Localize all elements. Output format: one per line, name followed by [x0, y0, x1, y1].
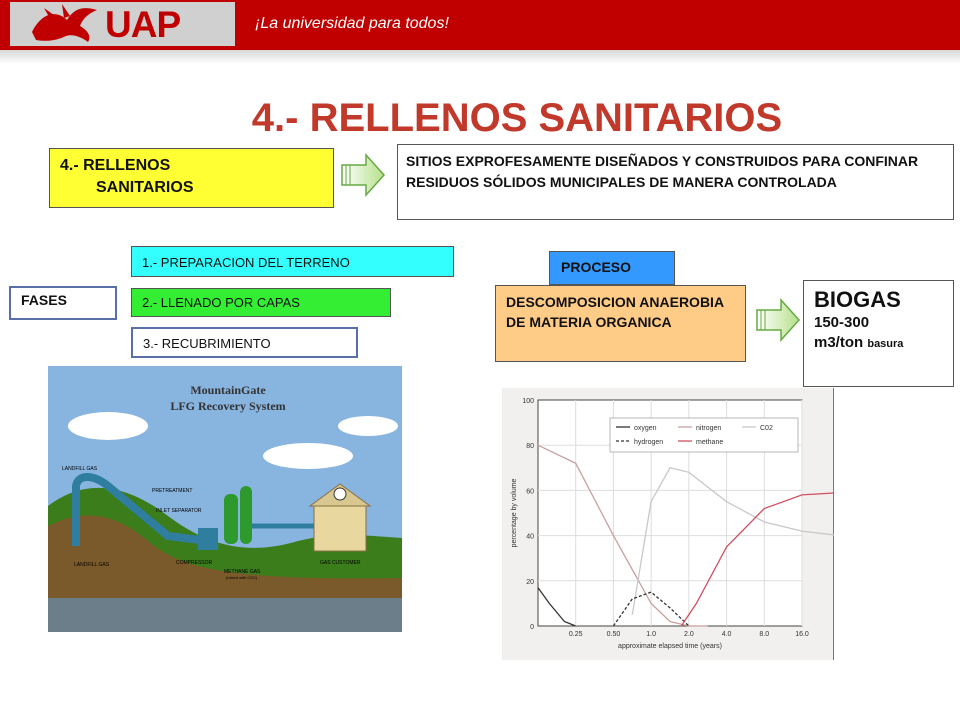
- legend-entry: methane: [696, 439, 724, 446]
- label-compressor: COMPRESSOR: [176, 560, 213, 566]
- lfg-recovery-diagram: [48, 366, 402, 632]
- logo-text: UAP: [105, 4, 181, 45]
- header-shadow: [0, 50, 960, 64]
- y-tick-label: 0: [530, 624, 534, 631]
- logo: [10, 2, 235, 46]
- biogas-range: 150-300: [814, 314, 870, 331]
- x-tick-label: 8.0: [759, 631, 770, 638]
- biogas-unit-suffix: basura: [867, 338, 904, 350]
- x-tick-label: 2.0: [683, 631, 694, 638]
- term-line1: 4.- RELLENOS: [60, 157, 171, 174]
- right-arrow-icon: [340, 153, 386, 197]
- legend-entry: hydrogen: [634, 439, 664, 446]
- y-tick-label: 20: [526, 578, 534, 586]
- legend-box: [610, 418, 798, 452]
- x-tick-label: 0.50: [606, 631, 621, 638]
- definition-box: SITIOS EXPROFESAMENTE DISEÑADOS Y CONSTRUIDOS PARA CONFINAR RESIDUOS SÓLIDOS MUNICIPALES DE MANERA CONTROLADA: [397, 144, 954, 220]
- y-axis-label: percentage by volume: [511, 478, 518, 548]
- chart-canvas: [502, 388, 834, 660]
- phase-item-1: 1.- PREPARACION DEL TERRENO: [131, 246, 454, 277]
- phases-label: FASES: [9, 286, 117, 320]
- phase-item-3: 3.- RECUBRIMIENTO: [131, 327, 358, 358]
- biogas-title: BIOGAS: [814, 287, 901, 312]
- term-box: [49, 148, 334, 208]
- diagram-subtitle: LFG Recovery System: [170, 399, 286, 413]
- biogas-box: [803, 280, 954, 387]
- diagram-title: MountainGate: [190, 383, 266, 397]
- term-line2: SANITARIOS: [96, 179, 194, 196]
- process-description: DESCOMPOSICION ANAEROBIA DE MATERIA ORGANICA: [495, 285, 746, 362]
- label-methane-gas: METHANE GAS: [224, 569, 261, 575]
- y-tick-label: 60: [526, 488, 534, 496]
- label-methane-sub: (mixed with CO2): [226, 575, 257, 580]
- x-tick-label: 16.0: [795, 631, 809, 638]
- label-landfill-gas-bottom: LANDFILL GAS: [74, 562, 110, 568]
- y-tick-label: 100: [522, 398, 534, 405]
- pegasus-logo-icon: [22, 2, 112, 46]
- gas-composition-chart: [502, 388, 834, 660]
- x-tick-label: 1.0: [646, 631, 657, 638]
- legend-entry: oxygen: [634, 425, 657, 432]
- slide-title: 4.- RELLENOS SANITARIOS: [251, 96, 783, 140]
- process-label: PROCESO: [549, 251, 675, 285]
- slogan: ¡La universidad para todos!: [255, 15, 449, 32]
- label-inlet-separator: INLET SEPARATOR: [156, 508, 202, 514]
- label-pretreatment: PRETREATMENT: [152, 488, 193, 494]
- x-tick-label: 0.25: [568, 631, 583, 638]
- label-landfill-gas-top: LANDFILL GAS: [62, 466, 98, 472]
- y-tick-label: 80: [526, 443, 534, 451]
- x-axis-label: approximate elapsed time (years): [618, 643, 722, 650]
- biogas-unit: m3/ton: [814, 334, 864, 351]
- x-tick-label: 4.0: [721, 631, 732, 638]
- right-arrow-icon: [755, 298, 801, 342]
- label-gas-customer: GAS CUSTOMER: [320, 560, 361, 566]
- y-tick-label: 40: [526, 533, 534, 541]
- legend-entry: C02: [760, 425, 773, 432]
- legend-entry: nitrogen: [696, 425, 722, 432]
- phase-item-2: 2.- LLENADO POR CAPAS: [131, 288, 391, 317]
